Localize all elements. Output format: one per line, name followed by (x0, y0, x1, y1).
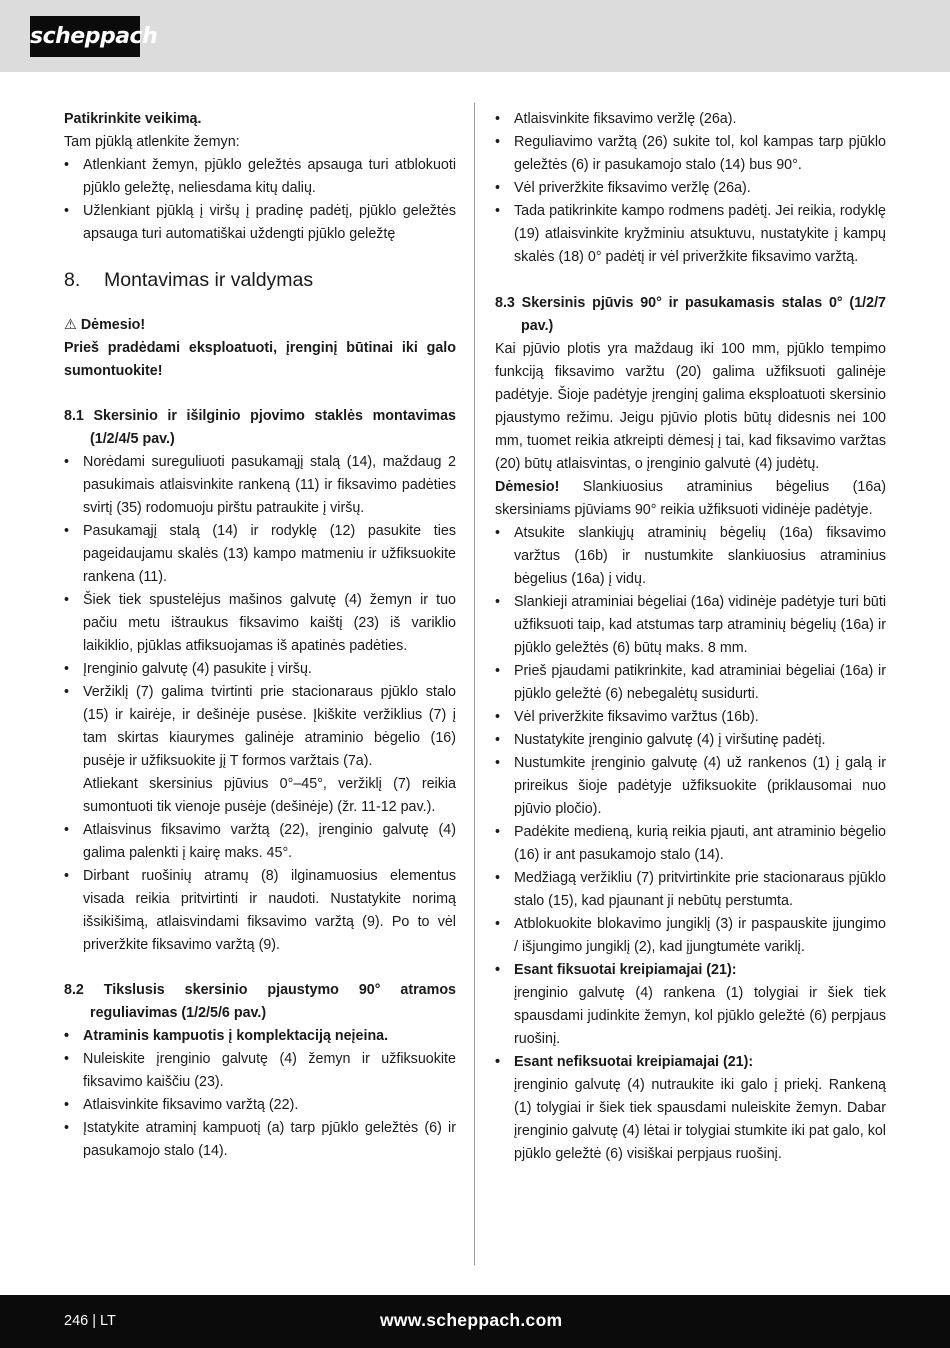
right-column (495, 108, 886, 1166)
left-column (64, 108, 456, 1163)
warning-text: Prieš pradėdami eksploatuoti, įrenginį būtinai iki galo sumontuokite! (64, 340, 456, 379)
section-heading (64, 267, 456, 293)
list-item: • Veržiklį (7) galima tvirtinti prie stacionaraus pjūklo stalo (15) ir kairėje, ir dešinėje pusėse. Įkiškite veržiklius (7) į tam skirtas kiaurymes galinėje atraminio bėgelio (16) pusėje ir užfiksuokite jį T formos varžtais (7a). (64, 681, 456, 773)
unfixed-guide-list (495, 1051, 886, 1074)
list-item: • Vėl priveržkite fiksavimo varžtus (16b). (495, 706, 886, 729)
section-number: 8. (64, 269, 81, 291)
list-item-bold: • Atraminis kampuotis į komplektaciją neįeina. (64, 1025, 456, 1048)
subsection-8-2-list (64, 1025, 456, 1163)
check-title: Patikrinkite veikimą. (64, 111, 202, 127)
warning-label: Dėmesio! (80, 317, 146, 333)
section-title: Montavimas ir valdymas (104, 269, 314, 291)
cutting-steps-list (495, 522, 886, 982)
check-list (64, 154, 456, 246)
list-item: • Užlenkiant pjūklą į viršų į pradinę padėtį, pjūklo geležtės apsauga turi automatiškai uždengti pjūklo geležtę (64, 200, 456, 246)
list-item: • Dirbant ruošinių atramų (8) ilginamuosius elementus visada reikia pritvirtinti ir naudoti. Nustatykite norimą išsikišimą, atlaisvindami fiksavimo varžtą (9). Po to vėl priveržkite fiksavimo varžtą (9). (64, 865, 456, 957)
attention-text: Slankiuosius atraminius bėgelius (16a) skersiniams pjūviams 90° reikia užfiksuoti vidinėje padėtyje. (495, 479, 886, 518)
list-item-continuation: Atliekant skersinius pjūvius 0°–45°, veržiklį (7) reikia sumontuoti tik vienoje pusėje (dešinėje) (žr. 11-12 pav.). (83, 776, 456, 815)
subsection-title-8-2: 8.2 Tikslusis skersinio pjaustymo 90° atramos reguliavimas (1/2/5/6 pav.) (64, 982, 456, 1021)
list-item: • Medžiagą veržikliu (7) pritvirtinkite prie stacionaraus pjūklo stalo (15), kad pjaunant ji nebūtų perstumta. (495, 867, 886, 913)
list-item: • Įstatykite atraminį kampuotį (a) tarp pjūklo geležtės (6) ir pasukamojo stalo (14). (64, 1117, 456, 1163)
list-item: • Tada patikrinkite kampo rodmens padėtį. Jei reikia, rodyklę (19) atlaisvinkite kryžminiu atsuktuvu, nustatykite į kampų skalės (18) 0° padėtį ir vėl priveržkite fiksavimo varžtą. (495, 200, 886, 269)
list-item: • Atblokuokite blokavimo jungiklį (3) ir paspauskite įjungimo / išjungimo jungiklį (2), kad įjungtumėte variklį. (495, 913, 886, 959)
subsection-8-1-list (64, 451, 456, 773)
list-item: • Šiek tiek spustelėjus mašinos galvutę (4) žemyn ir tuo pačiu metu ištraukus fiksavimo kaištį (23) iš variklio laikiklio, pjūklas atfiksuojamas iš apatinės padėties. (64, 589, 456, 658)
page-number: 246 | LT (64, 1313, 116, 1329)
list-item: • Atlenkiant žemyn, pjūklo geležtės apsauga turi atblokuoti pjūklo geležtę, neliesdama kitų dalių. (64, 154, 456, 200)
list-item: • Nustatykite įrenginio galvutę (4) į viršutinę padėtį. (495, 729, 886, 752)
page-header (0, 0, 950, 72)
page-footer (0, 1295, 950, 1348)
check-intro: Tam pjūklą atlenkite žemyn: (64, 134, 240, 150)
subsection-title-8-1: 8.1 Skersinio ir išilginio pjovimo staklės montavimas (1/2/4/5 pav.) (64, 408, 456, 447)
subsection-title-8-3: 8.3 Skersinis pjūvis 90° ir pasukamasis stalas 0° (1/2/7 pav.) (495, 295, 886, 334)
list-item: • Norėdami sureguliuoti pasukamąjį stalą (14), maždaug 2 pasukimais atlaisvinkite rankeną (11) ir fiksavimo padėties svirtį (35) rodomuoju pirštu patraukite į viršų. (64, 451, 456, 520)
column-divider (474, 103, 475, 1265)
warning-icon: ⚠ (64, 317, 77, 333)
attention-label: Dėmesio! (495, 479, 560, 495)
list-item: • Pasukamąjį stalą (14) ir rodyklę (12) pasukite ties pageidaujamu skalės (13) kampo matmeniu ir užfiksuokite rankena (11). (64, 520, 456, 589)
attention-paragraph (495, 476, 886, 522)
adjustment-list (495, 108, 886, 269)
list-item: • Padėkite medieną, kurią reikia pjauti, ant atraminio bėgelio (16) ir ant pasukamojo stalo (14). (495, 821, 886, 867)
website-link[interactable]: www.scheppach.com (380, 1310, 563, 1330)
list-item-unfixed-guide-label: • Esant nefiksuotai kreipiamajai (21): (495, 1051, 886, 1074)
fixed-guide-text: įrenginio galvutę (4) rankena (1) tolygiai ir šiek tiek spausdami judinkite žemyn, kol pjūklo geležtė (6) perpjaus ruošinį. (514, 985, 886, 1047)
warning-heading (64, 314, 456, 337)
list-item: • Vėl priveržkite fiksavimo veržlę (26a). (495, 177, 886, 200)
list-item: • Atlaisvinus fiksavimo varžtą (22), įrenginio galvutę (4) galima palenkti į kairę maks. 45°. (64, 819, 456, 865)
list-item: • Prieš pjaudami patikrinkite, kad atraminiai bėgeliai (16a) ir pjūklo geležtė (6) nebegalėtų susidurti. (495, 660, 886, 706)
subsection-8-3-paragraph: Kai pjūvio plotis yra maždaug iki 100 mm, pjūklo tempimo funkciją fiksavimo varžtu (20) galima užfiksuoti galinėje padėtyje. Šioje padėtyje įrenginį galima eksploatuoti skersinio pjaustymo režimu. Jeigu pjūvio plotis būtų didesnis nei 100 mm, tuomet reikia atkreipti dėmesį į tai, kad fiksavimo varžtas (20) būtų atlaisvintas, o įrenginio galvutė (4) judėtų. (495, 341, 886, 472)
list-item: • Įrenginio galvutę (4) pasukite į viršų. (64, 658, 456, 681)
subsection-8-1-list-2 (64, 819, 456, 957)
list-item-fixed-guide-label: • Esant fiksuotai kreipiamajai (21): (495, 959, 886, 982)
list-item: • Atlaisvinkite fiksavimo veržlę (26a). (495, 108, 886, 131)
list-item: • Nustumkite įrenginio galvutę (4) už rankenos (1) į galą ir prireikus šioje padėtyje užfiksuokite (priklausomai nuo pjūvio pločio). (495, 752, 886, 821)
list-item: • Atlaisvinkite fiksavimo varžtą (22). (64, 1094, 456, 1117)
list-item: • Atsukite slankiųjų atraminių bėgelių (16a) fiksavimo varžtus (16b) ir nustumkite slankiuosius atraminius bėgelius (16a) į vidų. (495, 522, 886, 591)
scheppach-logo: scheppach (30, 16, 140, 57)
list-item: • Nuleiskite įrenginio galvutę (4) žemyn ir užfiksuokite fiksavimo kaiščiu (23). (64, 1048, 456, 1094)
list-item: • Reguliavimo varžtą (26) sukite tol, kol kampas tarp pjūklo geležtės (6) ir pasukamojo stalo (14) bus 90°. (495, 131, 886, 177)
unfixed-guide-text: įrenginio galvutę (4) nutraukite iki galo į priekį. Rankeną (1) tolygiai ir šiek tiek spausdami nuleiskite žemyn. Dabar įrenginio galvutę (4) lėtai ir tolygiai stumkite iki pat galo, kol pjūklo geležtė (6) visiškai perpjaus ruošinį. (514, 1077, 886, 1162)
list-item: • Slankieji atraminiai bėgeliai (16a) vidinėje padėtyje turi būti užfiksuoti taip, kad atstumas tarp atraminių bėgelių (16a) ir pjūklo geležtės (6) būtų maks. 8 mm. (495, 591, 886, 660)
